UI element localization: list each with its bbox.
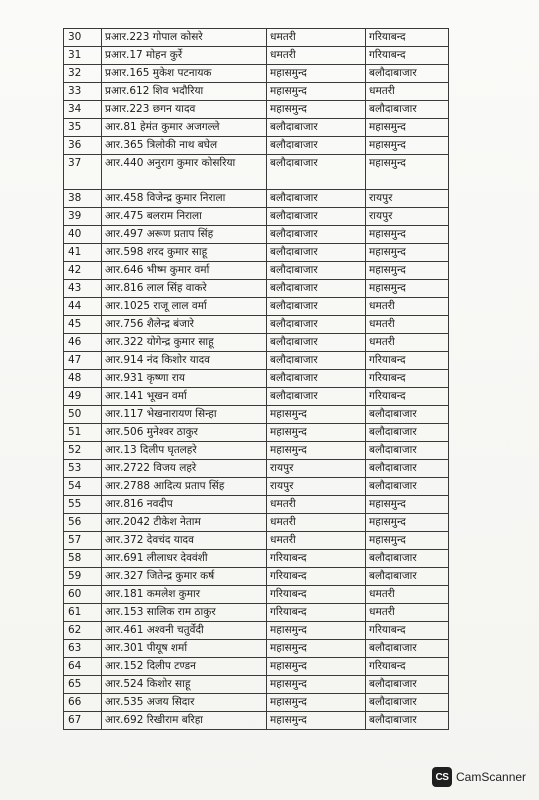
to-district-cell: बलौदाबाजार — [366, 65, 449, 83]
name-cell: आर.327 जितेन्द्र कुमार कर्ष — [102, 568, 267, 586]
from-district-cell: धमतरी — [267, 47, 366, 65]
transfer-table — [63, 28, 449, 730]
name-cell: आर.598 शरद कुमार साहू — [102, 244, 267, 262]
name-cell: प्रआर.223 छगन यादव — [102, 101, 267, 119]
from-district-cell: महासमुन्द — [267, 676, 366, 694]
table-row — [64, 406, 449, 424]
to-district-cell: बलौदाबाजार — [366, 712, 449, 730]
to-district-cell: गरियाबन्द — [366, 29, 449, 47]
table-row — [64, 370, 449, 388]
from-district-cell: बलौदाबाजार — [267, 119, 366, 137]
to-district-cell: बलौदाबाजार — [366, 694, 449, 712]
from-district-cell: महासमुन्द — [267, 640, 366, 658]
name-cell: आर.931 कृष्णा राय — [102, 370, 267, 388]
name-cell: आर.117 भेखनारायण सिन्हा — [102, 406, 267, 424]
from-district-cell: महासमुन्द — [267, 101, 366, 119]
serial-cell: 55 — [64, 496, 102, 514]
table-row — [64, 47, 449, 65]
from-district-cell: बलौदाबाजार — [267, 262, 366, 280]
serial-cell: 59 — [64, 568, 102, 586]
to-district-cell: धमतरी — [366, 316, 449, 334]
from-district-cell: महासमुन्द — [267, 712, 366, 730]
name-cell: आर.524 किशोर साहू — [102, 676, 267, 694]
name-cell: आर.13 दिलीप घृतलहरे — [102, 442, 267, 460]
from-district-cell: महासमुन्द — [267, 83, 366, 101]
name-cell: आर.181 कमलेश कुमार — [102, 586, 267, 604]
table-row — [64, 676, 449, 694]
to-district-cell: बलौदाबाजार — [366, 424, 449, 442]
transfer-table-body — [64, 29, 449, 730]
name-cell: आर.301 पीयूष शर्मा — [102, 640, 267, 658]
from-district-cell: महासमुन्द — [267, 406, 366, 424]
serial-cell: 32 — [64, 65, 102, 83]
serial-cell: 65 — [64, 676, 102, 694]
from-district-cell: रायपुर — [267, 460, 366, 478]
to-district-cell: गरियाबन्द — [366, 370, 449, 388]
to-district-cell: बलौदाबाजार — [366, 478, 449, 496]
table-row — [64, 119, 449, 137]
serial-cell: 48 — [64, 370, 102, 388]
serial-cell: 41 — [64, 244, 102, 262]
serial-cell: 64 — [64, 658, 102, 676]
from-district-cell: बलौदाबाजार — [267, 190, 366, 208]
table-row — [64, 226, 449, 244]
from-district-cell: बलौदाबाजार — [267, 137, 366, 155]
from-district-cell: धमतरी — [267, 496, 366, 514]
table-row — [64, 568, 449, 586]
to-district-cell: बलौदाबाजार — [366, 550, 449, 568]
to-district-cell: बलौदाबाजार — [366, 676, 449, 694]
serial-cell: 31 — [64, 47, 102, 65]
to-district-cell: धमतरी — [366, 586, 449, 604]
camscanner-logo-icon: CS — [432, 767, 452, 787]
table-row — [64, 496, 449, 514]
table-row — [64, 622, 449, 640]
table-row — [64, 388, 449, 406]
name-cell: आर.322 योगेन्द्र कुमार साहू — [102, 334, 267, 352]
to-district-cell: गरियाबन्द — [366, 47, 449, 65]
name-cell: आर.506 मुनेश्वर ठाकुर — [102, 424, 267, 442]
from-district-cell: महासमुन्द — [267, 65, 366, 83]
serial-cell: 37 — [64, 155, 102, 190]
serial-cell: 54 — [64, 478, 102, 496]
serial-cell: 46 — [64, 334, 102, 352]
to-district-cell: महासमुन्द — [366, 532, 449, 550]
to-district-cell: महासमुन्द — [366, 280, 449, 298]
table-row — [64, 460, 449, 478]
from-district-cell: धमतरी — [267, 29, 366, 47]
from-district-cell: धमतरी — [267, 514, 366, 532]
name-cell: आर.691 लीलाधर देववंशी — [102, 550, 267, 568]
serial-cell: 66 — [64, 694, 102, 712]
name-cell: आर.365 त्रिलोकी नाथ बघेल — [102, 137, 267, 155]
name-cell: आर.152 दिलीप टण्डन — [102, 658, 267, 676]
serial-cell: 35 — [64, 119, 102, 137]
serial-cell: 58 — [64, 550, 102, 568]
table-row — [64, 155, 449, 190]
table-row — [64, 424, 449, 442]
name-cell: आर.440 अनुराग कुमार कोसरिया — [102, 155, 267, 190]
from-district-cell: महासमुन्द — [267, 442, 366, 460]
table-row — [64, 29, 449, 47]
to-district-cell: बलौदाबाजार — [366, 442, 449, 460]
from-district-cell: धमतरी — [267, 532, 366, 550]
table-row — [64, 101, 449, 119]
serial-cell: 47 — [64, 352, 102, 370]
from-district-cell: गरियाबन्द — [267, 550, 366, 568]
to-district-cell: धमतरी — [366, 298, 449, 316]
table-row — [64, 208, 449, 226]
name-cell: आर.2042 टीकेश नेताम — [102, 514, 267, 532]
table-row — [64, 137, 449, 155]
name-cell: आर.2722 विजय लहरे — [102, 460, 267, 478]
serial-cell: 49 — [64, 388, 102, 406]
serial-cell: 36 — [64, 137, 102, 155]
name-cell: आर.497 अरूण प्रताप सिंह — [102, 226, 267, 244]
table-row — [64, 514, 449, 532]
table-row — [64, 334, 449, 352]
name-cell: आर.914 नंद किशोर यादव — [102, 352, 267, 370]
to-district-cell: महासमुन्द — [366, 262, 449, 280]
table-row — [64, 694, 449, 712]
name-cell: आर.816 नवदीप — [102, 496, 267, 514]
from-district-cell: महासमुन्द — [267, 658, 366, 676]
to-district-cell: बलौदाबाजार — [366, 406, 449, 424]
to-district-cell: महासमुन्द — [366, 496, 449, 514]
name-cell: प्रआर.17 मोहन कुर्रे — [102, 47, 267, 65]
name-cell: आर.2788 आदित्य प्रताप सिंह — [102, 478, 267, 496]
name-cell: आर.1025 राजू लाल वर्मा — [102, 298, 267, 316]
from-district-cell: महासमुन्द — [267, 424, 366, 442]
to-district-cell: बलौदाबाजार — [366, 101, 449, 119]
to-district-cell: धमतरी — [366, 334, 449, 352]
serial-cell: 34 — [64, 101, 102, 119]
to-district-cell: गरियाबन्द — [366, 352, 449, 370]
table-row — [64, 280, 449, 298]
serial-cell: 44 — [64, 298, 102, 316]
table-row — [64, 190, 449, 208]
serial-cell: 40 — [64, 226, 102, 244]
to-district-cell: महासमुन्द — [366, 514, 449, 532]
table-row — [64, 478, 449, 496]
table-row — [64, 262, 449, 280]
to-district-cell: रायपुर — [366, 190, 449, 208]
from-district-cell: बलौदाबाजार — [267, 298, 366, 316]
table-row — [64, 83, 449, 101]
serial-cell: 50 — [64, 406, 102, 424]
from-district-cell: बलौदाबाजार — [267, 352, 366, 370]
serial-cell: 63 — [64, 640, 102, 658]
to-district-cell: महासमुन्द — [366, 119, 449, 137]
serial-cell: 43 — [64, 280, 102, 298]
serial-cell: 52 — [64, 442, 102, 460]
from-district-cell: गरियाबन्द — [267, 586, 366, 604]
name-cell: आर.458 विजेन्द्र कुमार निराला — [102, 190, 267, 208]
to-district-cell: रायपुर — [366, 208, 449, 226]
to-district-cell: धमतरी — [366, 83, 449, 101]
table-row — [64, 640, 449, 658]
to-district-cell: बलौदाबाजार — [366, 568, 449, 586]
name-cell: आर.692 रिखीराम बरिहा — [102, 712, 267, 730]
name-cell: आर.756 शैलेन्द्र बंजारे — [102, 316, 267, 334]
to-district-cell: महासमुन्द — [366, 137, 449, 155]
to-district-cell: गरियाबन्द — [366, 388, 449, 406]
from-district-cell: बलौदाबाजार — [267, 226, 366, 244]
name-cell: आर.141 भूखन वर्मा — [102, 388, 267, 406]
table-row — [64, 586, 449, 604]
serial-cell: 62 — [64, 622, 102, 640]
from-district-cell: महासमुन्द — [267, 622, 366, 640]
serial-cell: 60 — [64, 586, 102, 604]
serial-cell: 33 — [64, 83, 102, 101]
serial-cell: 61 — [64, 604, 102, 622]
camscanner-watermark — [432, 767, 526, 787]
to-district-cell: गरियाबन्द — [366, 658, 449, 676]
name-cell: आर.816 लाल सिंह वाकरे — [102, 280, 267, 298]
from-district-cell: बलौदाबाजार — [267, 244, 366, 262]
serial-cell: 39 — [64, 208, 102, 226]
name-cell: आर.153 सालिक राम ठाकुर — [102, 604, 267, 622]
from-district-cell: बलौदाबाजार — [267, 155, 366, 190]
from-district-cell: महासमुन्द — [267, 694, 366, 712]
serial-cell: 56 — [64, 514, 102, 532]
table-row — [64, 65, 449, 83]
name-cell: प्रआर.223 गोपाल कोसरे — [102, 29, 267, 47]
table-row — [64, 532, 449, 550]
serial-cell: 57 — [64, 532, 102, 550]
name-cell: आर.81 हेमंत कुमार अजगल्ले — [102, 119, 267, 137]
from-district-cell: बलौदाबाजार — [267, 334, 366, 352]
table-row — [64, 442, 449, 460]
table-row — [64, 316, 449, 334]
table-row — [64, 658, 449, 676]
serial-cell: 45 — [64, 316, 102, 334]
table-row — [64, 712, 449, 730]
serial-cell: 67 — [64, 712, 102, 730]
serial-cell: 30 — [64, 29, 102, 47]
from-district-cell: बलौदाबाजार — [267, 316, 366, 334]
from-district-cell: बलौदाबाजार — [267, 370, 366, 388]
serial-cell: 38 — [64, 190, 102, 208]
name-cell: प्रआर.612 शिव भदौरिया — [102, 83, 267, 101]
name-cell: आर.475 बलराम निराला — [102, 208, 267, 226]
name-cell: प्रआर.165 मुकेश पटनायक — [102, 65, 267, 83]
serial-cell: 51 — [64, 424, 102, 442]
to-district-cell: बलौदाबाजार — [366, 460, 449, 478]
table-row — [64, 244, 449, 262]
from-district-cell: बलौदाबाजार — [267, 208, 366, 226]
to-district-cell: गरियाबन्द — [366, 622, 449, 640]
to-district-cell: महासमुन्द — [366, 155, 449, 190]
name-cell: आर.372 देवचंद यादव — [102, 532, 267, 550]
table-row — [64, 550, 449, 568]
name-cell: आर.461 अश्वनी चतुर्वेदी — [102, 622, 267, 640]
to-district-cell: बलौदाबाजार — [366, 640, 449, 658]
serial-cell: 42 — [64, 262, 102, 280]
to-district-cell: महासमुन्द — [366, 244, 449, 262]
camscanner-label: CamScanner — [456, 770, 527, 784]
table-row — [64, 298, 449, 316]
to-district-cell: महासमुन्द — [366, 226, 449, 244]
table-row — [64, 604, 449, 622]
from-district-cell: बलौदाबाजार — [267, 388, 366, 406]
from-district-cell: रायपुर — [267, 478, 366, 496]
name-cell: आर.646 भीष्म कुमार वर्मा — [102, 262, 267, 280]
to-district-cell: धमतरी — [366, 604, 449, 622]
table-row — [64, 352, 449, 370]
from-district-cell: गरियाबन्द — [267, 568, 366, 586]
serial-cell: 53 — [64, 460, 102, 478]
name-cell: आर.535 अजय सिदार — [102, 694, 267, 712]
from-district-cell: गरियाबन्द — [267, 604, 366, 622]
from-district-cell: बलौदाबाजार — [267, 280, 366, 298]
